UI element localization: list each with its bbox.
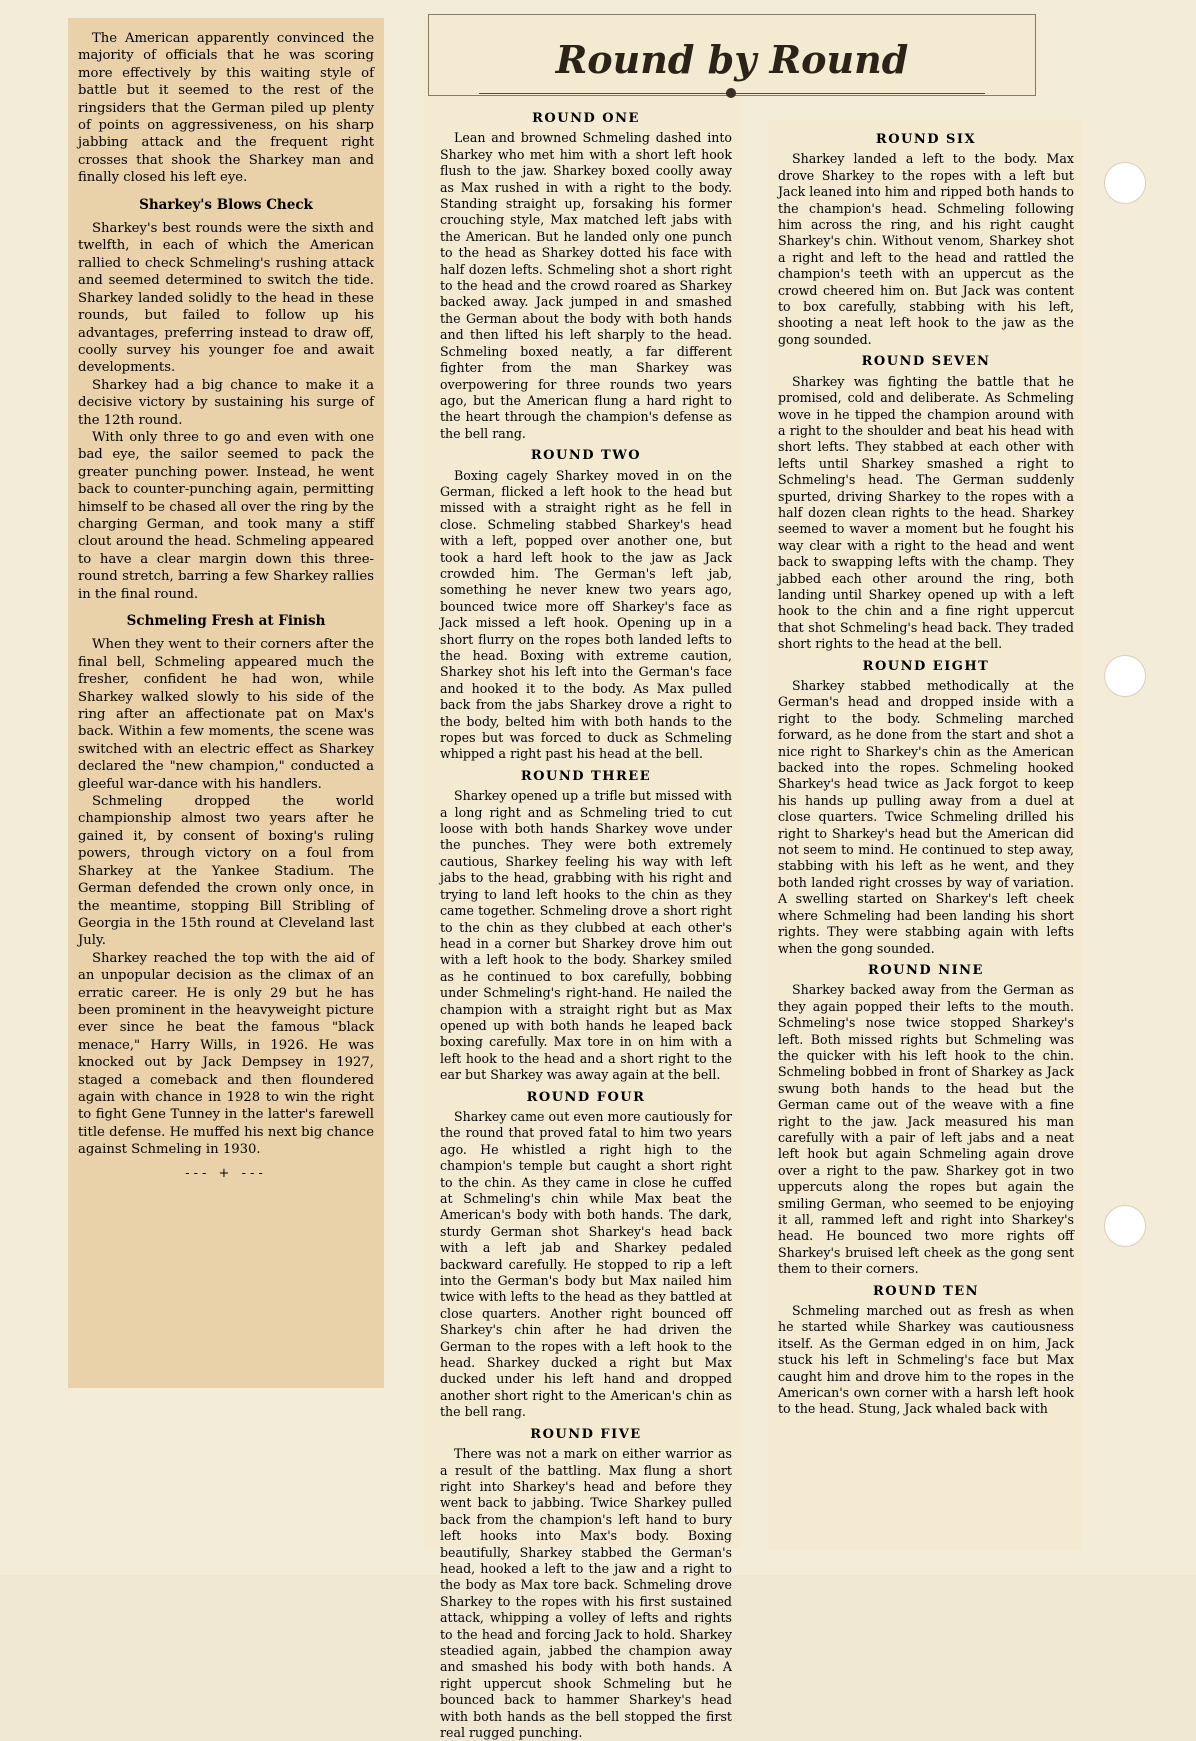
article-paragraph: When they went to their corners after the final bell, Schmeling appeared much the fresher, confident he had won, while Sharkey walked slowly to his side of the ring after an affectionate pat on Max's back. Within a few moments, the scene was switched with an electric effect as Sharkey declared the "new champion," conducted a gleeful war-dance with his handlers. bbox=[78, 637, 374, 792]
round-heading: ROUND SIX bbox=[875, 132, 977, 147]
binder-hole bbox=[1104, 655, 1146, 697]
end-mark: --- + --- bbox=[185, 1165, 267, 1181]
round-text: Sharkey backed away from the German as they again popped their lefts to the mouth. Schmeling's nose twice stopped Sharkey's left. Both missed rights but Schmeling was the quicker with his left hook to the chin. Schmeling bobbed in front of Sharkey as Jack swung both hands to the head but the German came out of the weave with a fine right to the jaw. Jack measured his man carefully with a pair of left jabs and a neat left hook but again Schmeling again drove over a right to the paw. Sharkey got in two uppercuts along the ropes but again the smiling German, who seemed to be enjoying it all, rammed left and right into Sharkey's head. He bounced two more rights off Sharkey's bruised left cheek as the gong sent them to their corners. bbox=[778, 982, 1074, 1277]
round-heading: ROUND ONE bbox=[532, 111, 640, 126]
subhead-schmeling-fresh-at-finish: Schmeling Fresh at Finish bbox=[126, 613, 326, 629]
round-heading: ROUND FOUR bbox=[526, 1089, 646, 1105]
article-paragraph: Sharkey had a big chance to make it a decisive victory by sustaining his surge of the 12th round. bbox=[78, 377, 374, 428]
round-text: Sharkey stabbed methodically at the German's head and dropped inside with a right to the body. Schmeling marched forward, as he done from the start and shot a nice right to Sharkey's chin as the American backed into the ropes. Schmeling hooked Sharkey's head twice as Jack forgot to keep his hands up pulling away from a duel at close quarters. Twice Schmeling drilled his right to Sharkey's head but the American did not seem to mind. He continued to step away, stabbing with his left as he went, and they both landed right crosses by way of variation. A swelling started on Sharkey's left cheek where Schmeling had been landing his short rights. They were stabbing again with lefts when the gong sounded. bbox=[778, 678, 1074, 956]
round-text: Sharkey landed a left to the body. Max drove Sharkey to the ropes with a left but Jack leaned into him and ripped both hands to the champion's head. Schmeling following him across the ring, and his right caught Sharkey's chin. Without venom, Sharkey shot a right and left to the head and rattled the champion's teeth with an uppercut as the crowd cheered him on. But Jack was content to box carefully, stabbing with his left, shooting a neat left hook to the jaw as the gong sounded. bbox=[778, 151, 1074, 347]
middle-column bbox=[440, 105, 732, 1741]
round-text: Sharkey came out even more cautiously for the round that proved fatal to him two years ago. He whistled a right high to the champion's temple but caught a short right to the chin. As they came in close he cuffed at Schmeling's chin while Max beat the American's body with both hands. The dark, sturdy German shot Sharkey's head back with a left jab and Sharkey pedaled backward carefully. He stopped to rip a left into the German's body but Max nailed him twice with lefts to the head as they battled at close quarters. Another right bounced off Sharkey's chin after he had driven the German to the ropes with a left hook to the head. Sharkey ducked a right but Max ducked under his left hand and dropped another short right to the American's chin as the bell rang. bbox=[440, 1108, 732, 1420]
right-column bbox=[778, 126, 1074, 1418]
binder-hole bbox=[1104, 162, 1146, 204]
round-text: Sharkey was fighting the battle that he promised, cold and deliberate. As Schmeling wove in he tipped the champion around with a right to the shoulder and beat his head with short lefts. They stabbed at each other with lefts until Sharkey smashed a right to Schmeling's head. The German suddenly spurted, driving Sharkey to the ropes with a half dozen clean rights to the head. Sharkey seemed to waver a moment but he fought his way clear with a right to the head and went back to swapping lefts with the champ. They jabbed each other around the ring, both landing until Sharkey opened up with a left hook to the chin and a fine right uppercut that shot Schmeling's head back. They traded short rights to the head at the bell. bbox=[778, 373, 1074, 652]
round-text: Boxing cagely Sharkey moved in on the German, flicked a left hook to the head but missed with a straight right as he fell in close. Schmeling stabbed Sharkey's head with a left, popped over another one, but took a hard left hook to the jaw as Jack crowded him. The German's left jab, something he never knew two years ago, bounced twice more off Sharkey's face as Jack missed a left hook. Opening up in a short flurry on the ropes both landed lefts to the head. Boxing with extreme caution, Sharkey shot his left into the German's face and hooked it to the body. As Max pulled back from the jabs Sharkey drove a right to the body, belted him with both hands to the ropes but was forced to duck as Schmeling whipped a right past his head at the bell. bbox=[440, 467, 732, 762]
left-column bbox=[78, 30, 374, 1182]
headline: Round by Round bbox=[555, 37, 909, 82]
round-text: Schmeling marched out as fresh as when he started while Sharkey was cautiousness itself. As the German edged in on him, Jack stuck his left in Schmeling's face but Max caught him and drove him to the ropes in the American's own corner with a harsh left hook to the head. Stung, Jack whaled back with bbox=[778, 1303, 1074, 1417]
headline-ornament-dot bbox=[726, 88, 736, 98]
round-heading: ROUND FIVE bbox=[530, 1426, 642, 1442]
round-heading: ROUND EIGHT bbox=[862, 658, 990, 674]
round-text: Lean and browned Schmeling dashed into Sharkey who met him with a short left hook flush to the jaw. Sharkey boxed coolly away as Max rushed in with a right to the body. Standing straight up, forsaking his former crouching style, Max matched left jabs with the American. But he landed only one punch to the head as Sharkey dotted his face with half dozen lefts. Schmeling shot a short right to the head and the crowd roared as Sharkey backed away. Jack jumped in and smashed the German about the body with both hands and then lifted his left sharply to the head. Schmeling boxed neatly, a far different fighter from the man Sharkey was overpowering for three rounds two years ago, but the American flung a hard right to the heart through the champion's defense as the bell rang. bbox=[440, 130, 732, 441]
article-paragraph: With only three to go and even with one bad eye, the sailor seemed to pack the greater punching power. Instead, he went back to counter-punching again, permitting himself to be chased all over the ring by the charging German, and took many a stiff clout around the head. Schmeling appeared to have a clear margin down this three-round stretch, barring a few Sharkey rallies in the final round. bbox=[78, 429, 374, 602]
article-paragraph: Sharkey's best rounds were the sixth and twelfth, in each of which the American rallied to check Schmeling's rushing attack and seemed determined to switch the tide. Sharkey landed solidly to the head in these rounds, but failed to follow up his advantages, preferring instead to draw off, coolly survey his younger foe and await developments. bbox=[78, 221, 374, 376]
binder-hole bbox=[1104, 1205, 1146, 1247]
round-text: There was not a mark on either warrior as a result of the battling. Max flung a short right into Sharkey's head and before they went back to jabbing. Twice Sharkey pulled back from the champion's left hand to bury left hooks into Max's body. Boxing beautifully, Sharkey stabbed the German's head, hooked a left to the jaw and a right to the body as Max tore back. Schmeling drove Sharkey to the ropes with his first sustained attack, whipping a volley of lefts and rights to the head and forcing Jack to hold. Sharkey steadied again, jabbed the champion away and smashed his body with both hands. A right uppercut shook Schmeling but he bounced back to hammer Sharkey's head with both hands as the bell stopped the first real rugged punching. bbox=[440, 1446, 732, 1740]
article-paragraph: Schmeling dropped the world championship almost two years after he gained it, by consent of boxing's ruling powers, through victory on a foul from Sharkey at the Yankee Stadium. The German defended the crown only once, in the meantime, stopping Bill Stribling of Georgia in the 15th round at Cleveland last July. bbox=[78, 794, 374, 949]
round-heading: ROUND THREE bbox=[520, 768, 652, 784]
round-text: Sharkey opened up a trifle but missed with a long right and as Schmeling tried to cut loose with both hands Sharkey wove under the punches. They were both extremely cautious, Sharkey feeling his way with left jabs to the head, grabbing with his right and trying to land left hooks to the chin as they came together. Schmeling drove a short right to the chin as they clubbed at each other's head in a corner but Sharkey drove him out with a left hook to the body. Sharkey smiled as he continued to box carefully, bobbing under Schmeling's right-hand. He nailed the champion with a straight right but as Max opened up with both hands he leaped back boxing carefully. Max tore in on him with a left hook to the head and a short right to the ear but Sharkey was away again at the bell. bbox=[440, 788, 732, 1083]
headline-box bbox=[428, 14, 1036, 96]
article-paragraph: The American apparently convinced the majority of officials that he was scoring more effectively by this waiting style of battle but it seemed to the rest of the ringsiders that the German piled up plenty of points on aggressiveness, on his sharp jabbing attack and the frequent right crosses that shook the Sharkey man and finally closed his left eye. bbox=[78, 31, 374, 186]
article-paragraph: Sharkey reached the top with the aid of an unpopular decision as the climax of an erratic career. He is only 29 but he has been prominent in the heavyweight picture ever since he beat the famous "black menace," Harry Wills, in 1926. He was knocked out by Jack Dempsey in 1927, staged a comeback and then floundered again with chance in 1928 to win the right to fight Gene Tunney in the latter's farewell title defense. He muffed his next big chance against Schmeling in 1930. bbox=[78, 950, 374, 1158]
round-heading: ROUND SEVEN bbox=[861, 354, 991, 370]
round-heading: ROUND NINE bbox=[868, 962, 984, 978]
subhead-sharkeys-blows-check: Sharkey's Blows Check bbox=[139, 196, 313, 213]
round-heading: ROUND TEN bbox=[872, 1283, 980, 1299]
round-heading: ROUND TWO bbox=[530, 448, 642, 464]
